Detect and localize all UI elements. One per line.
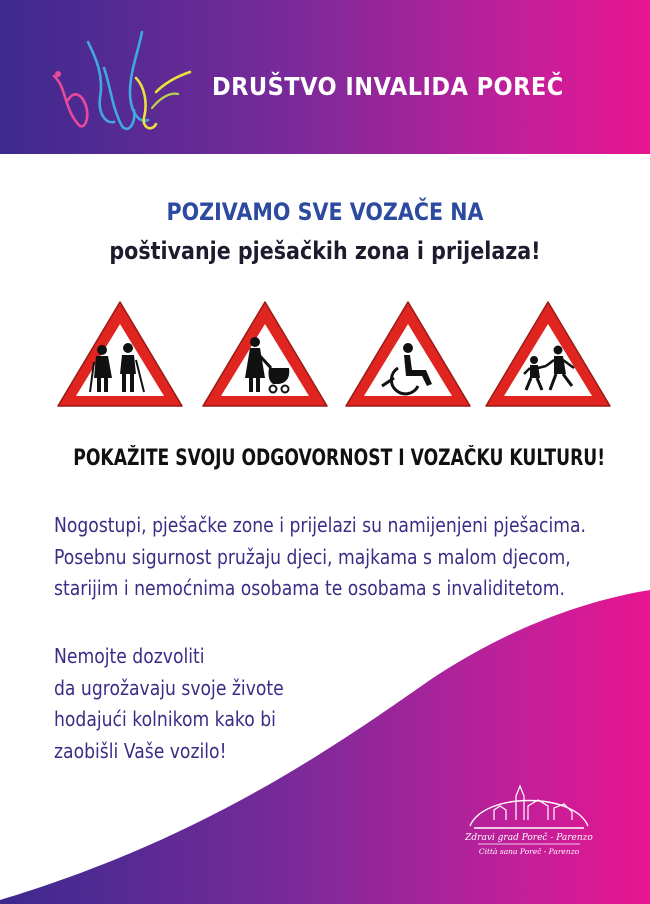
organization-logo <box>44 28 194 138</box>
elderly-people-sign-icon <box>54 298 186 410</box>
header-banner <box>0 0 650 154</box>
paragraph-info <box>54 510 586 605</box>
healthy-city-stamp-logo <box>464 782 594 860</box>
children-crossing-sign-icon <box>482 298 614 410</box>
paragraph-line: starijim i nemoćnima osobama te osobama s invaliditetom. <box>54 576 565 600</box>
organization-name: DRUŠTVO INVALIDA POREČ <box>212 72 564 101</box>
subheadline: poštivanje pješačkih zona i prijelaza! <box>109 237 541 265</box>
callout-heading: POKAŽITE SVOJU ODGOVORNOST I VOZAČKU KULTURU! <box>73 446 606 471</box>
traffic-signs-row <box>54 298 614 410</box>
paragraph-line: hodajući kolnikom kako bi <box>54 707 276 731</box>
paragraph-line: Nogostupi, pješačke zone i prijelazi su namijenjeni pješacima. <box>54 513 587 537</box>
paragraph-appeal <box>54 641 284 767</box>
stamp-line-2: Città sana Poreč - Parenzo <box>478 847 580 856</box>
paragraph-line: zaobišli Vaše vozilo! <box>54 738 227 763</box>
headline: POZIVAMO SVE VOZAČE NA <box>166 198 484 226</box>
paragraph-line: Posebnu sigurnost pružaju djeci, majkama s malom djecom, <box>54 544 571 569</box>
wheelchair-sign-icon <box>342 298 474 410</box>
stamp-line-1: Zdravi grad Poreč - Parenzo <box>465 833 593 843</box>
paragraph-line: Nemojte dozvoliti <box>54 644 205 668</box>
paragraph-line: da ugrožavaju svoje živote <box>54 675 284 700</box>
mother-with-pram-sign-icon <box>199 298 331 410</box>
